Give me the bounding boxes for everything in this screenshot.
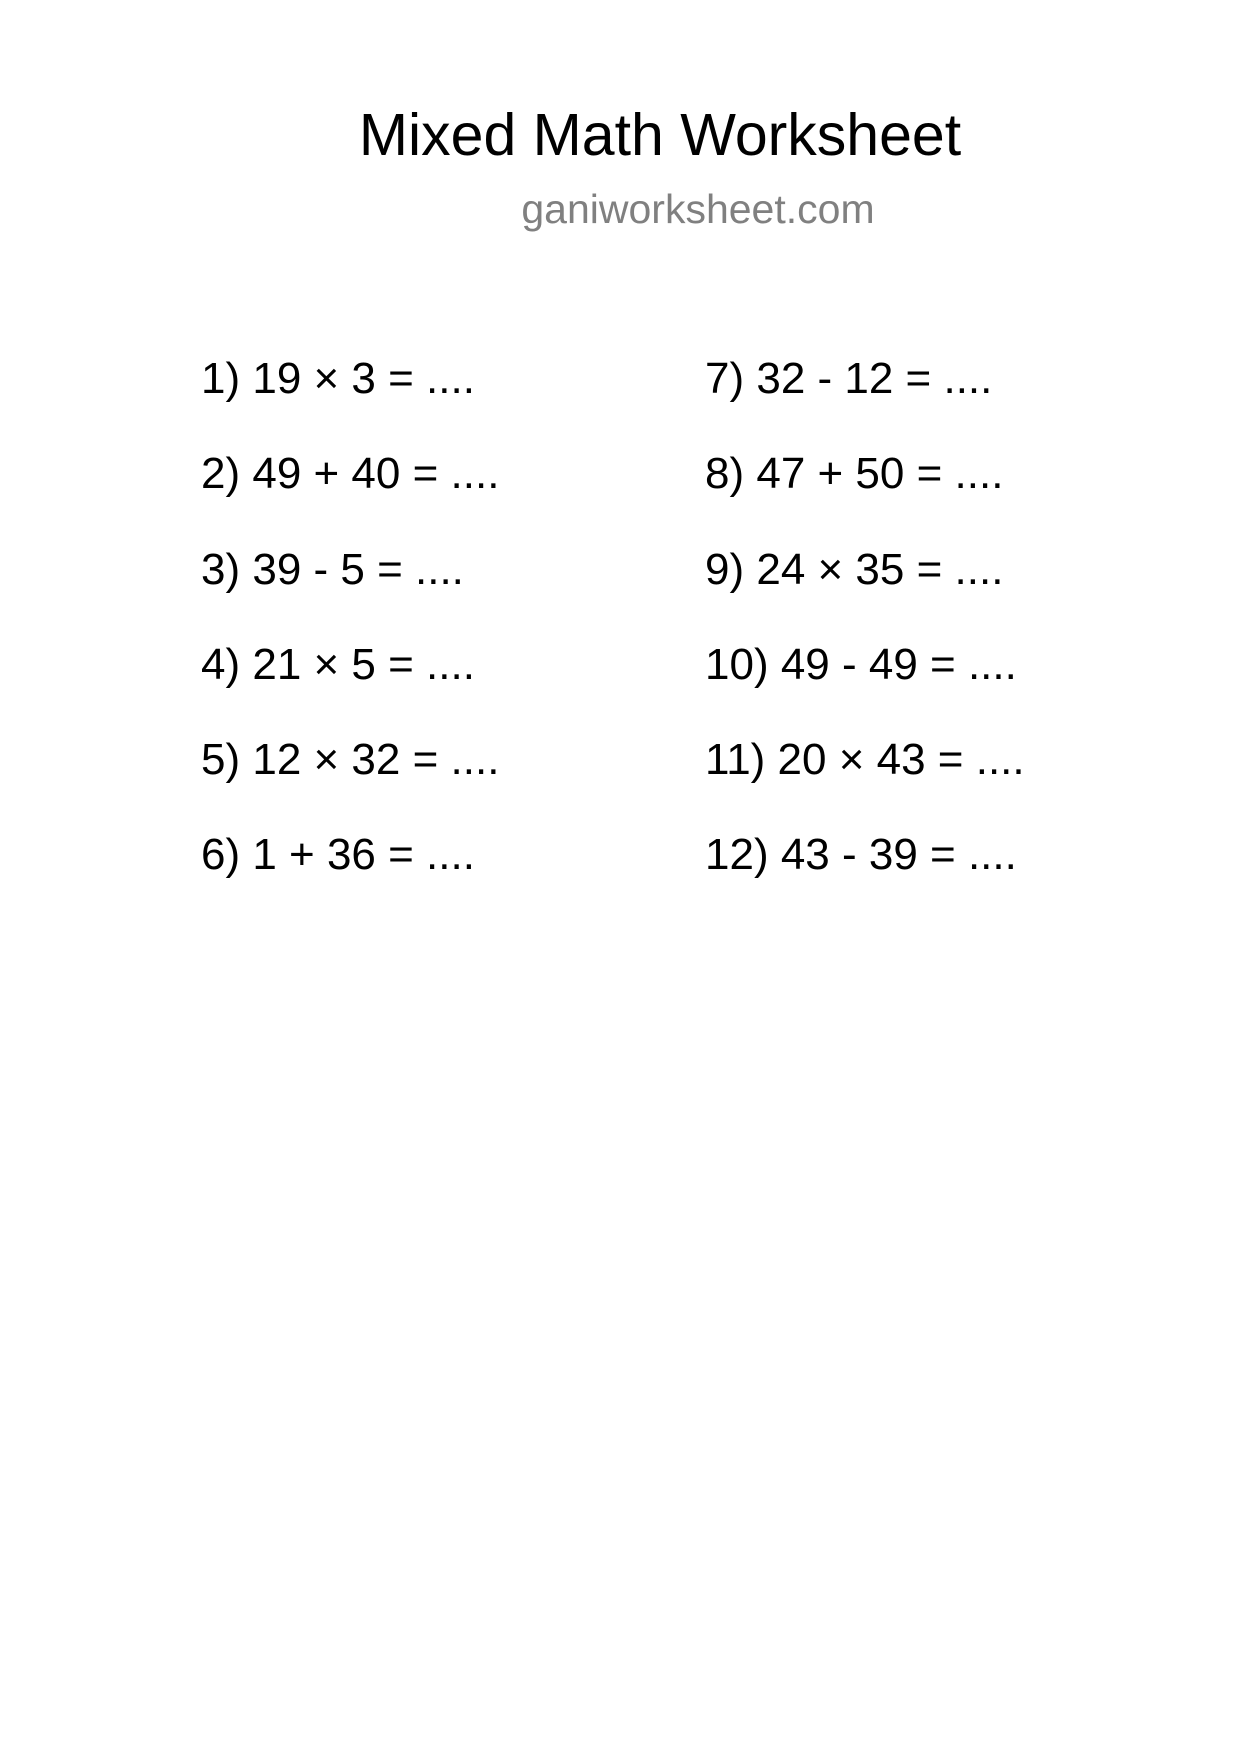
problem-11: 11) 20 × 43 = .... [705, 735, 1025, 785]
problem-2: 2) 49 + 40 = .... [201, 449, 500, 499]
problem-9: 9) 24 × 35 = .... [705, 544, 1004, 594]
website-subtitle: ganiworksheet.com [521, 186, 875, 232]
problem-4: 4) 21 × 5 = .... [201, 639, 475, 689]
problem-3: 3) 39 - 5 = .... [201, 544, 464, 594]
problem-5: 5) 12 × 32 = .... [201, 735, 500, 785]
problem-1: 1) 19 × 3 = .... [201, 354, 475, 403]
problem-12: 12) 43 - 39 = .... [705, 830, 1017, 880]
worksheet-title: Mixed Math Worksheet [358, 102, 962, 168]
problem-7: 7) 32 - 12 = .... [705, 354, 993, 403]
problem-8: 8) 47 + 50 = .... [705, 449, 1004, 499]
problem-6: 6) 1 + 36 = .... [201, 830, 475, 880]
problems-column-left [201, 352, 499, 924]
problem-10: 10) 49 - 49 = .... [705, 639, 1017, 689]
problems-column-right [705, 352, 1025, 924]
